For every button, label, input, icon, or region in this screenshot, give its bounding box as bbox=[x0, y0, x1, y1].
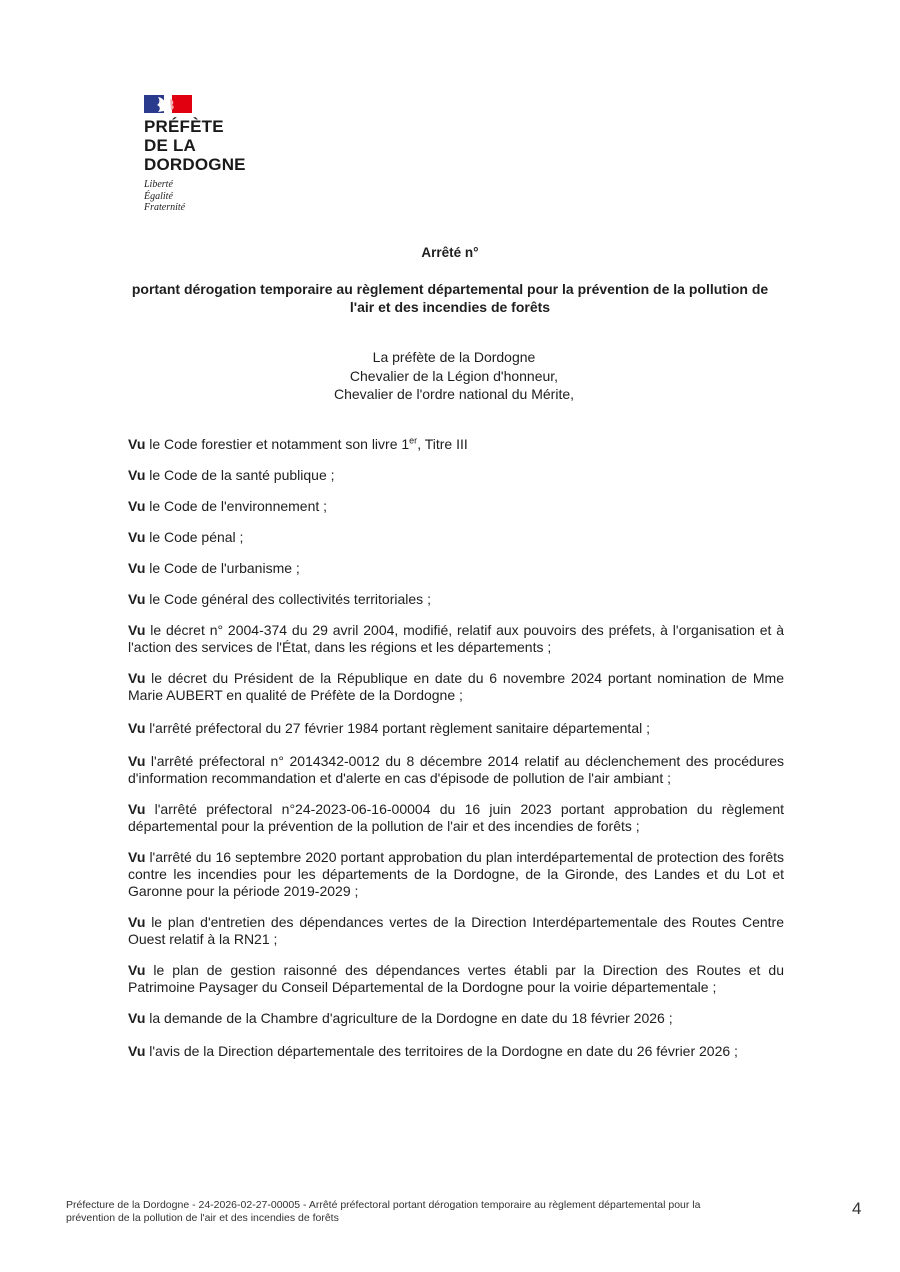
visa-keyword: Vu bbox=[128, 1043, 146, 1059]
visa-item bbox=[128, 753, 784, 787]
visa-text: l'arrêté préfectoral n° 2014342-0012 du 8 décembre 2014 relatif au déclenchement des procédures d'information recommandation et d'alerte en cas d'épisode de pollution de l'air ambiant ; bbox=[128, 753, 784, 786]
prefecture-name-line: DE LA bbox=[144, 136, 196, 155]
visa-keyword: Vu bbox=[128, 753, 146, 769]
decree-subtitle: portant dérogation temporaire au règlement départemental pour la prévention de la pollution de l'air et des incendies de forêts bbox=[131, 281, 769, 315]
visa-text: le Code forestier et notamment son livre 1 bbox=[145, 436, 410, 452]
visa-item bbox=[128, 622, 784, 656]
visa-item bbox=[128, 801, 784, 835]
marianne-flag-icon bbox=[144, 95, 192, 113]
visa-keyword: Vu bbox=[128, 591, 146, 607]
visa-keyword: Vu bbox=[128, 670, 146, 686]
visa-item bbox=[128, 720, 784, 737]
visa-text: l'arrêté préfectoral du 27 février 1984 portant règlement sanitaire départemental ; bbox=[145, 720, 650, 736]
motto-line: Égalité bbox=[144, 190, 173, 202]
page-number: 4 bbox=[852, 1199, 862, 1218]
visa-item bbox=[128, 1043, 784, 1060]
visa-text: la demande de la Chambre d'agriculture de la Dordogne en date du 18 février 2026 ; bbox=[145, 1010, 673, 1026]
motto-line: Liberté bbox=[144, 179, 173, 190]
visa-keyword: Vu bbox=[128, 849, 146, 865]
visa-text: l'avis de la Direction départementale des territoires de la Dordogne en date du 26 février 2026 ; bbox=[145, 1043, 738, 1059]
visa-text: le Code de l'environnement ; bbox=[145, 498, 328, 514]
visa-text: le décret du Président de la République en date du 6 novembre 2024 portant nomination de Mme Marie AUBERT en qualité de Préfète de la Dordogne ; bbox=[128, 670, 784, 703]
visa-item bbox=[128, 467, 784, 484]
visa-keyword: Vu bbox=[128, 560, 146, 576]
prefecture-logo bbox=[144, 95, 304, 214]
signing-authority bbox=[0, 348, 900, 404]
visa-item bbox=[128, 529, 784, 546]
visa-keyword: Vu bbox=[128, 529, 146, 545]
prefecture-name-line: PRÉFÈTE bbox=[144, 117, 224, 136]
visa-superscript: er bbox=[409, 435, 418, 446]
footer-line: prévention de la pollution de l'air et des incendies de forêts bbox=[66, 1212, 339, 1224]
visa-text: le décret n° 2004-374 du 29 avril 2004, modifié, relatif aux pouvoirs des préfets, à l'organisation et à l'action des services de l'État, dans les régions et les départements ; bbox=[128, 622, 784, 655]
authority-line: Chevalier de l'ordre national du Mérite, bbox=[333, 386, 575, 402]
motto-line: Fraternité bbox=[144, 202, 186, 213]
visa-text: le Code de l'urbanisme ; bbox=[145, 560, 300, 576]
footer-line: Préfecture de la Dordogne - 24-2026-02-27-00005 - Arrêté préfectoral portant dérogation temporaire au règlement départemental pour la bbox=[66, 1199, 701, 1211]
prefecture-name-line: DORDOGNE bbox=[144, 155, 246, 174]
visas-list bbox=[128, 436, 784, 1060]
visa-item bbox=[128, 849, 784, 900]
page-footer bbox=[66, 1199, 786, 1225]
visa-keyword: Vu bbox=[128, 436, 146, 452]
visa-keyword: Vu bbox=[128, 622, 146, 638]
authority-line: La préfète de la Dordogne bbox=[372, 349, 536, 365]
authority-line: Chevalier de la Légion d'honneur, bbox=[349, 367, 559, 384]
prefecture-name bbox=[144, 117, 304, 174]
visa-keyword: Vu bbox=[128, 720, 146, 736]
visa-text: le Code pénal ; bbox=[145, 529, 244, 545]
visa-text: le Code général des collectivités territoriales ; bbox=[145, 591, 431, 607]
visa-item bbox=[128, 962, 784, 996]
visa-keyword: Vu bbox=[128, 1010, 146, 1026]
visa-text: l'arrêté du 16 septembre 2020 portant approbation du plan interdépartemental de protection des forêts contre les incendies pour les départements de la Dordogne, de la Gironde, des Landes et du Lot et Garonne pour la période 2019-2029 ; bbox=[128, 849, 784, 899]
visa-text: l'arrêté préfectoral n°24-2023-06-16-00004 du 16 juin 2023 portant approbation du règlement départemental pour la prévention de la pollution de l'air et des incendies de forêts ; bbox=[128, 801, 784, 834]
decree-title: Arrêté n° bbox=[421, 245, 479, 260]
visa-item bbox=[128, 436, 784, 453]
visa-item bbox=[128, 914, 784, 948]
visa-keyword: Vu bbox=[128, 914, 146, 930]
visa-text: le Code de la santé publique ; bbox=[145, 467, 335, 483]
visa-keyword: Vu bbox=[128, 498, 146, 514]
visa-text: , Titre III bbox=[417, 436, 468, 452]
visa-item bbox=[128, 591, 784, 608]
visa-text: le plan d'entretien des dépendances vertes de la Direction Interdépartementale des Routes Centre Ouest relatif à la RN21 ; bbox=[128, 914, 784, 947]
republic-motto bbox=[144, 179, 304, 214]
visa-item bbox=[128, 1010, 784, 1027]
visa-item bbox=[128, 560, 784, 577]
visa-keyword: Vu bbox=[128, 801, 146, 817]
visa-item bbox=[128, 670, 784, 704]
visa-keyword: Vu bbox=[128, 467, 146, 483]
visa-keyword: Vu bbox=[128, 962, 146, 978]
visa-text: le plan de gestion raisonné des dépendances vertes établi par la Direction des Routes et du Patrimoine Paysager du Conseil Départemental de la Dordogne pour la voirie départementale ; bbox=[128, 962, 784, 995]
visa-item bbox=[128, 498, 784, 515]
